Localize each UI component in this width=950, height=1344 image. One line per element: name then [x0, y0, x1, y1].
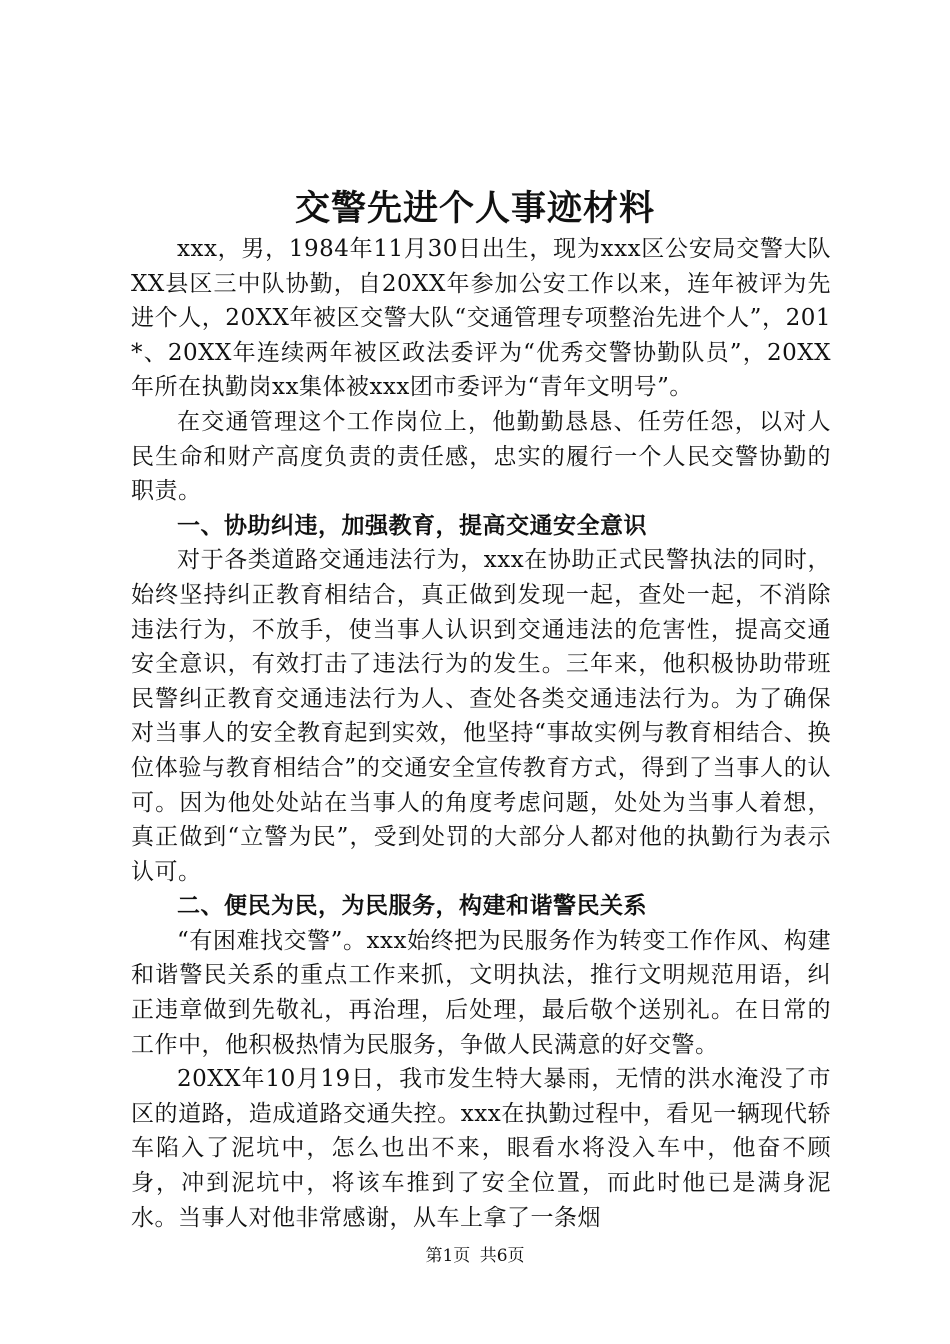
document-title: 交警先进个人事迹材料: [294, 189, 655, 229]
paragraph-section-1: 对于各类道路交通违法行为，xxx在协助正式民警执法的同时，始终坚持纠正教育相结合，真正做到发现一起，查处一起，不消除违法行为，不放手，使当事人认识到交通违法的危害性，提高交通安全意识，有效打击了违法行为的发生。三年来，他积极协助带班民警纠正教育交通违法行为人、查处各类交通违法行为。为了确保对当事人的安全教育起到实效，他坚持“事故实例与教育相结合、换位体验与教育相结合”的交通安全宣传教育方式，得到了当事人的认可。因为他处处站在当事人的角度考虑问题，处处为当事人着想，真正做到“立警为民”，受到处罚的大部分人都对他的执勤行为表示认可。: [131, 547, 831, 885]
section-heading-1: 一、协助纠违，加强教育，提高交通安全意识: [177, 512, 647, 539]
page-total: 共6页: [479, 1246, 525, 1266]
document-body: [131, 232, 831, 1235]
paragraph-intro: xxx，男，1984年11月30日出生，现为xxx区公安局交警大队XX县区三中队协勤，自20XX年参加公安工作以来，连年被评为先进个人，20XX年被区交警大队“交通管理专项整治先进个人”，201*、20XX年连续两年被区政法委评为“优秀交警协勤队员”，20XX年所在执勤岗xx集体被xxx团市委评为“青年文明号”。: [131, 236, 831, 401]
section-heading-2: 二、便民为民，为民服务，构建和谐警民关系: [177, 893, 647, 920]
paragraph-section-2: “有困难找交警”。xxx始终把为民服务作为转变工作作风、构建和谐警民关系的重点工作来抓，文明执法，推行文明规范用语，纠正违章做到先敬礼，再治理，后处理，最后敬个送别礼。在日常的工作中，他积极热情为民服务，争做人民满意的好交警。: [131, 927, 831, 1058]
page-footer: [0, 1244, 950, 1268]
paragraph-summary: 在交通管理这个工作岗位上，他勤勤恳恳、任劳任怨，以对人民生命和财产高度负责的责任感，忠实的履行一个人民交警协勤的职责。: [131, 408, 831, 505]
page-number: 第1页: [425, 1246, 471, 1266]
paragraph-rainstorm: 20XX年10月19日，我市发生特大暴雨，无情的洪水淹没了市区的道路，造成道路交通失控。xxx在执勤过程中，看见一辆现代轿车陷入了泥坑中，怎么也出不来，眼看水将没入车中，他奋不顾身，冲到泥坑中，将该车推到了安全位置，而此时他已是满身泥水。当事人对他非常感谢，从车上拿了一条烟: [131, 1066, 831, 1231]
